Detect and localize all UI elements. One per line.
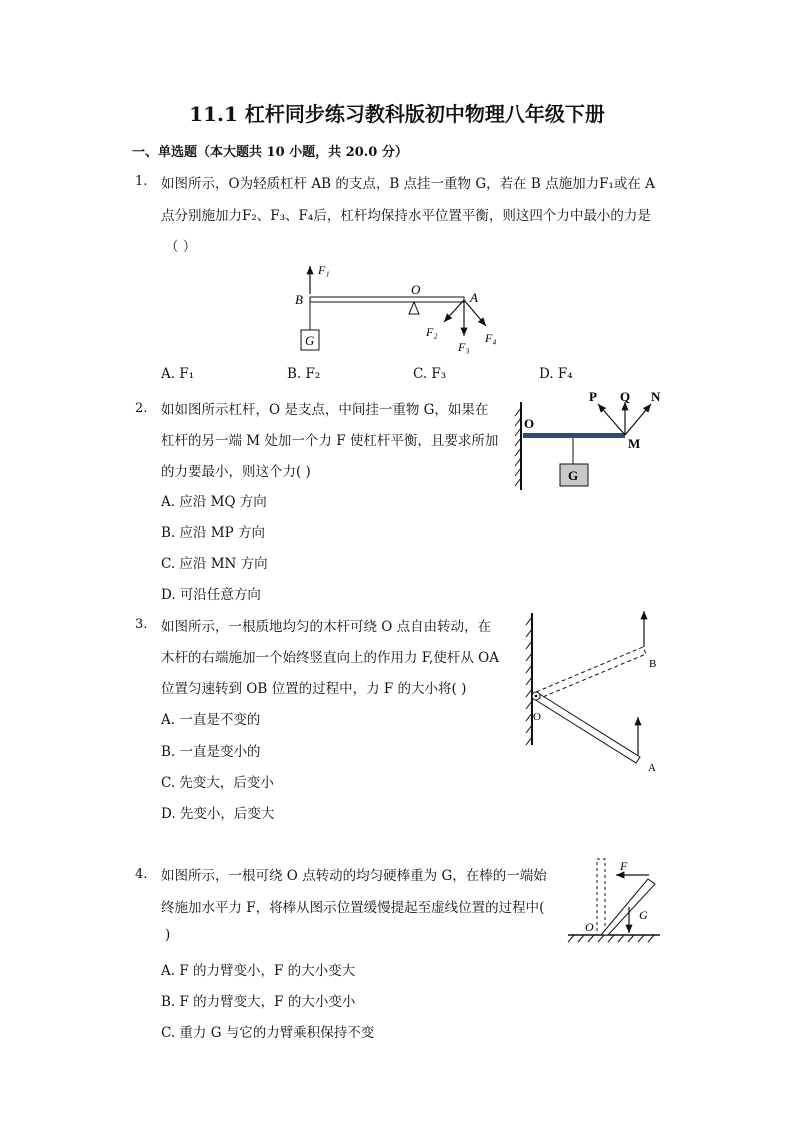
g-label: G: [639, 908, 648, 922]
f1-label: F₁: [318, 263, 330, 277]
q2-option-b[interactable]: B. 应沿 MP 方向: [161, 525, 265, 541]
q3-option-c[interactable]: C. 先变大，后变小: [161, 775, 274, 791]
q1-text-line: （ ）: [165, 239, 197, 255]
q3-text-line: 位置匀速转到 OB 位置的过程中，力 F 的大小将( ): [161, 681, 467, 697]
q-label: Q: [620, 390, 631, 404]
q1-option-a[interactable]: A. F₁: [161, 366, 195, 382]
q4-text-line: 如图所示，一根可绕 O 点转动的均匀硬棒重为 G，在棒的一端始: [161, 868, 547, 884]
fulcrum-icon: [409, 302, 419, 314]
q2-option-d[interactable]: D. 可沿任意方向: [161, 587, 261, 603]
q1-text-line: 点分别施加力F₂、F₃、F₄后，杠杆均保持水平位置平衡，则这四个力中最小的力是: [161, 208, 651, 224]
lever-bar: [523, 433, 625, 438]
rod-vertical-dashed: [597, 859, 605, 935]
q4-option-b[interactable]: B. F 的力臂变大，F 的大小变小: [161, 994, 356, 1010]
mn-arrow: [625, 404, 651, 435]
q2-number: 2.: [135, 401, 148, 416]
n-label: N: [651, 390, 661, 404]
f2-label: F₂: [426, 325, 438, 339]
q3-option-b[interactable]: B. 一直是变小的: [161, 744, 261, 760]
q2-figure: [505, 390, 680, 492]
rod-position-oa: [534, 693, 640, 763]
f4-label: F₄: [485, 331, 497, 345]
lever-bar: [310, 297, 464, 302]
b-label: B: [295, 292, 303, 307]
q2-text-line: 的力要最小，则这个力( ): [161, 464, 311, 480]
section-heading: 一、单选题（本大题共 10 小题，共 20.0 分）: [132, 145, 408, 160]
o-label: O: [585, 920, 594, 934]
q1-option-d[interactable]: D. F₄: [539, 366, 573, 382]
q4-option-a[interactable]: A. F 的力臂变小，F 的大小变大: [161, 963, 356, 979]
a-label: A: [648, 762, 656, 774]
o-label: O: [411, 282, 421, 297]
q3-number: 3.: [135, 617, 148, 632]
q2-text-line: 如如图所示杠杆，O 是支点，中间挂一重物 G，如果在: [161, 402, 489, 418]
q2-text-line: 杠杆的另一端 M 处加一个力 F 使杠杆平衡，且要求所加: [161, 433, 499, 449]
f3-label: F₃: [458, 340, 470, 354]
rod: [601, 879, 655, 935]
ground-hatching: [568, 935, 654, 942]
f2-arrow: [444, 300, 464, 322]
q1-figure: [288, 258, 508, 362]
q3-figure: [518, 605, 668, 777]
page-title: 11.1 杠杆同步练习教科版初中物理八年级下册: [189, 102, 605, 126]
o-label: O: [533, 711, 541, 723]
q4-option-c[interactable]: C. 重力 G 与它的力臂乘积保持不变: [161, 1025, 375, 1041]
q1-option-c[interactable]: C. F₃: [413, 366, 447, 382]
q3-text-line: 木杆的右端施加一个始终竖直向上的作用力 F,使杆从 OA: [161, 650, 499, 666]
q1-text-line: 如图所示，O为轻质杠杆 AB 的支点，B 点挂一重物 G，若在 B 点施加力F₁或在 A: [161, 176, 655, 192]
q4-figure: [564, 855, 669, 945]
g-label: G: [568, 468, 579, 483]
q2-option-c[interactable]: C. 应沿 MN 方向: [161, 556, 268, 572]
g-label: G: [305, 333, 315, 348]
q3-option-d[interactable]: D. 先变小，后变大: [161, 806, 275, 822]
q4-text-line: 终施加水平力 F，将棒从图示位置缓慢提起至虚线位置的过程中(: [161, 900, 545, 916]
q3-text-line: 如图所示，一根质地均匀的木杆可绕 O 点自由转动，在: [161, 619, 492, 635]
q1-number: 1.: [135, 174, 148, 189]
q1-option-b[interactable]: B. F₂: [287, 366, 321, 382]
rod-position-ob: [536, 647, 646, 699]
mp-arrow: [598, 404, 625, 435]
m-label: M: [628, 436, 641, 451]
p-label: P: [589, 390, 597, 404]
q3-option-a[interactable]: A. 一直是不变的: [161, 712, 261, 728]
q4-number: 4.: [135, 867, 148, 882]
f-label: F: [620, 859, 628, 873]
a-label: A: [470, 290, 478, 305]
o-label: O: [524, 416, 535, 431]
q2-option-a[interactable]: A. 应沿 MQ 方向: [161, 494, 267, 510]
b-label: B: [649, 658, 657, 670]
q4-text-line: ): [165, 927, 171, 943]
